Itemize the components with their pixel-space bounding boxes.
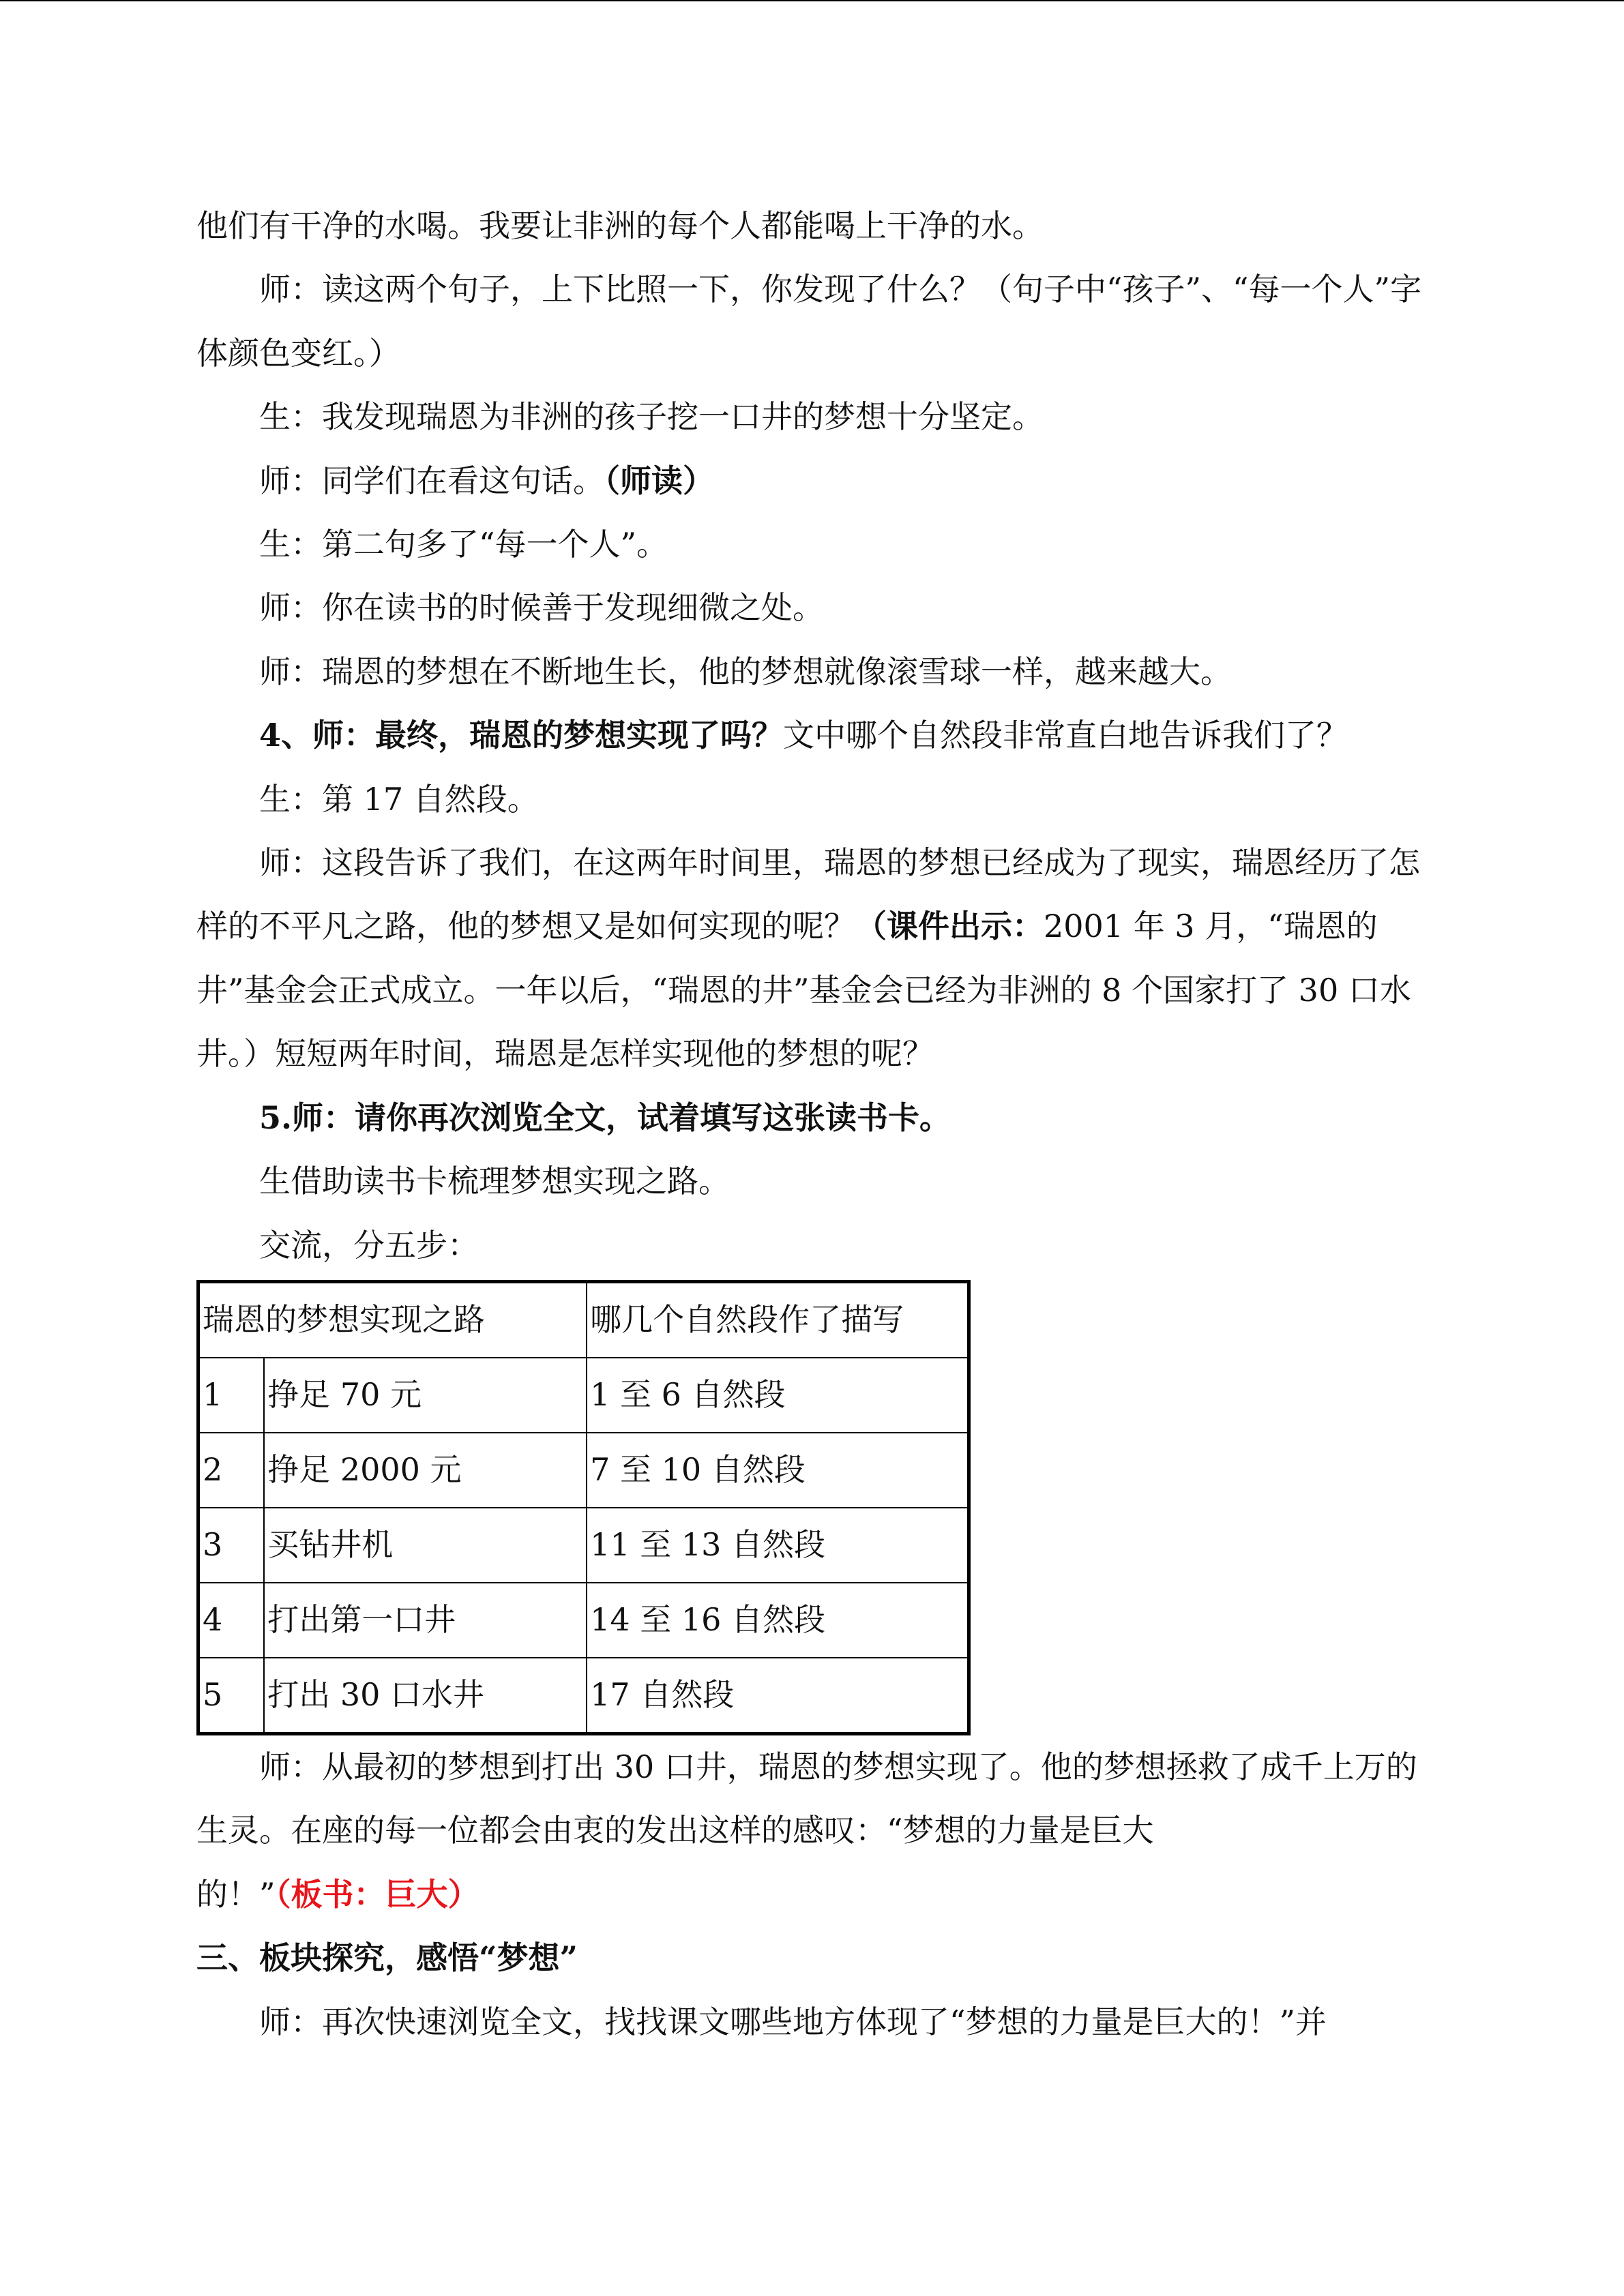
row-paragraphs: 11 至 13 自然段 [587, 1508, 969, 1583]
table-row [198, 1358, 969, 1433]
text-run: 他们有干净的水喝。我要让非洲的每个人都能喝上干净的水。 [196, 207, 1044, 244]
text-run: 生借助读书卡梳理梦想实现之路。 [259, 1163, 730, 1200]
row-paragraphs: 17 自然段 [587, 1658, 969, 1734]
text-run: 生：第二句多了“每一个人”。 [259, 526, 668, 563]
table-row [198, 1583, 969, 1658]
paragraph [196, 1086, 1431, 1150]
paragraphs-before-table [196, 194, 1431, 1277]
text-run: 2001 年 3 月，“瑞恩的井”基金会正式成立。一年以后，“瑞恩的井”基金会已经为非洲的 8 个国家打了 30 口水井。）短短两年时间，瑞恩是怎样实现他的梦想的呢？ [196, 908, 1411, 1073]
text-run: 师：同学们在看这句话。 [259, 462, 604, 499]
header-paragraphs: 哪几个自然段作了描写 [587, 1281, 969, 1358]
text-run: 文中哪个自然段非常直白地告诉我们了？ [783, 717, 1348, 754]
text-run: （师读） [604, 462, 714, 499]
table-row [198, 1508, 969, 1583]
text-run: （板书：巨大） [275, 1875, 479, 1913]
row-number: 3 [198, 1508, 265, 1583]
text-run: （课件出示： [855, 908, 1044, 945]
row-number: 4 [198, 1583, 265, 1658]
paragraph [196, 1735, 1431, 1926]
paragraph [196, 449, 1431, 513]
paragraph [196, 831, 1431, 1086]
text-run: 4、师：最终，瑞恩的梦想实现了吗？ [259, 717, 784, 754]
paragraph [196, 513, 1431, 576]
paragraph [196, 1214, 1431, 1277]
table-header-row [198, 1281, 969, 1358]
text-run: 生：我发现瑞恩为非洲的孩子挖一口井的梦想十分坚定。 [259, 398, 1044, 436]
row-paragraphs: 1 至 6 自然段 [587, 1358, 969, 1433]
paragraphs-after-table [196, 1735, 1431, 2054]
text-run: 师：再次快速浏览全文，找找课文哪些地方体现了“梦想的力量是巨大的！”并 [259, 2003, 1327, 2040]
row-number: 1 [198, 1358, 265, 1433]
table-row [198, 1433, 969, 1508]
paragraph [196, 385, 1431, 449]
paragraph [196, 576, 1431, 640]
row-step: 挣足 2000 元 [264, 1433, 587, 1508]
paragraph [196, 1991, 1431, 2054]
row-number: 2 [198, 1433, 265, 1508]
text-run: 师：瑞恩的梦想在不断地生长，他的梦想就像滚雪球一样，越来越大。 [259, 653, 1232, 690]
text-run: 师：这段告诉了我们，在这两年时间里，瑞恩的梦想已经成为了现实，瑞恩经历了怎样的不平凡之路，他的梦想又是如何实现的呢？ [196, 844, 1420, 945]
row-step: 挣足 70 元 [264, 1358, 587, 1433]
text-run: 5.师：请你再次浏览全文，试着填写这张读书卡。 [259, 1099, 951, 1136]
row-paragraphs: 7 至 10 自然段 [587, 1433, 969, 1508]
paragraph [196, 258, 1431, 385]
text-run: 交流，分五步： [259, 1226, 479, 1264]
paragraph [196, 1926, 1431, 1990]
header-path: 瑞恩的梦想实现之路 [198, 1281, 587, 1358]
paragraph [196, 704, 1431, 767]
row-paragraphs: 14 至 16 自然段 [587, 1583, 969, 1658]
text-run: 三、板块探究，感悟“梦想” [196, 1939, 578, 1977]
paragraph [196, 640, 1431, 704]
text-run: 师：从最初的梦想到打出 30 口井，瑞恩的梦想实现了。他的梦想拯救了成千上万的生灵。在座的每一位都会由衷的发出这样的感叹：“梦想的力量是巨大的！” [196, 1748, 1417, 1913]
row-step: 打出第一口井 [264, 1583, 587, 1658]
paragraph [196, 194, 1431, 258]
text-run: 师：读这两个句子，上下比照一下，你发现了什么？（句子中“孩子”、“每一个人”字体颜色变红。） [196, 271, 1422, 372]
reading-card-table [196, 1280, 971, 1735]
paragraph [196, 1150, 1431, 1213]
document-page [196, 194, 1431, 2054]
row-step: 打出 30 口水井 [264, 1658, 587, 1734]
table-row [198, 1658, 969, 1734]
row-step: 买钻井机 [264, 1508, 587, 1583]
text-run: 生：第 17 自然段。 [259, 780, 539, 818]
paragraph [196, 768, 1431, 831]
top-border [0, 0, 1624, 1]
text-run: 师：你在读书的时候善于发现细微之处。 [259, 589, 824, 627]
row-number: 5 [198, 1658, 265, 1734]
